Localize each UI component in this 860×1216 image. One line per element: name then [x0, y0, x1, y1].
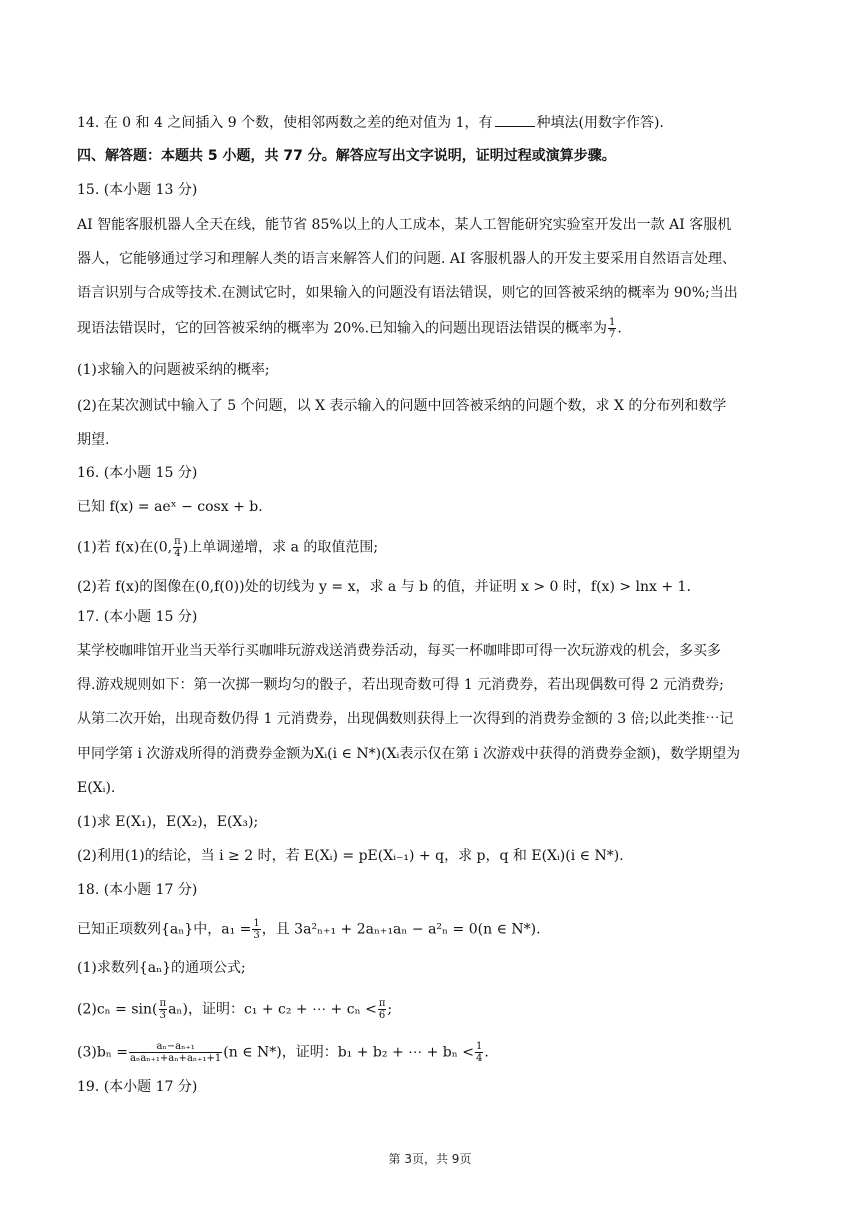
fraction-denominator: 7	[609, 329, 616, 340]
question-16-line-1: 已知 f(x) = aeˣ − cosx + b.	[77, 499, 263, 515]
question-17-line-3: 从第二次开始，出现奇数仍得 1 元消费券，出现偶数则获得上一次得到的消费券金额的 3 倍;以此类推⋯记	[77, 711, 734, 727]
question-14	[77, 112, 787, 133]
period: .	[484, 1044, 489, 1061]
question-15-part-1: (1)求输入的问题被采纳的概率;	[77, 362, 270, 378]
question-17-part-2: (2)利用(1)的结论，当 i ≥ 2 时，若 E(Xᵢ) = pE(Xᵢ₋₁) + q，求 p，q 和 E(Xᵢ)(i ∈ N*).	[77, 848, 624, 864]
question-16-part-2: (2)若 f(x)的图像在(0,f(0))处的切线为 y = x，求 a 与 b 的值，并证明 x > 0 时，f(x) > lnx + 1.	[77, 579, 691, 595]
fraction-numerator: 1	[475, 1041, 483, 1052]
fraction	[475, 1041, 483, 1064]
section-heading: 四、解答题：本题共 5 小题，共 77 分。解答应写出文字说明，证明过程或演算步骤。	[77, 148, 616, 164]
semicolon: ;	[387, 1001, 393, 1018]
question-17-heading: 17. (本小题 15 分)	[77, 609, 198, 625]
fraction-numerator: π	[159, 998, 167, 1009]
question-17-line-4: 甲同学第 i 次游戏所得的消费券金额为Xᵢ(i ∈ N*)(Xᵢ表示仅在第 i 次游戏中获得的消费券金额)，数学期望为	[77, 746, 741, 762]
question-18-part-2-text: (2)cₙ = sin(	[77, 1001, 158, 1018]
question-18-line-1-text: 已知正项数列{aₙ}中，a₁ =	[77, 921, 252, 938]
fraction	[378, 998, 387, 1021]
question-18-line-1-tail: ，且 3a²ₙ₊₁ + 2aₙ₊₁aₙ − a²ₙ = 0(n ∈ N*).	[261, 921, 541, 938]
question-19-heading: 19. (本小题 17 分)	[77, 1079, 198, 1095]
page-footer: 第 3页，共 9页	[388, 1152, 472, 1166]
question-16-part-1-tail: )上单调递增，求 a 的取值范围;	[182, 539, 379, 556]
question-17-line-1: 某学校咖啡馆开业当天举行买咖啡玩游戏送消费券活动，每买一杯咖啡即可得一次玩游戏的机会，多买多	[77, 643, 721, 659]
question-15-part-2-cont: 期望.	[77, 432, 110, 448]
question-15-line-4	[77, 317, 787, 340]
question-18-part-2-mid: aₙ)，证明：c₁ + c₂ + ⋯ + cₙ <	[168, 1001, 377, 1018]
question-15-heading: 15. (本小题 13 分)	[77, 182, 198, 198]
question-15-line-4-text: 现语法错误时，它的回答被采纳的概率为 20%.已知输入的问题出现语法错误的概率为	[77, 320, 608, 337]
fraction-denominator: 4	[475, 1053, 483, 1064]
fraction-denominator: aₙaₙ₊₁+aₙ+aₙ₊₁+1	[130, 1053, 222, 1064]
question-17-line-2: 得.游戏规则如下：第一次掷一颗均匀的骰子，若出现奇数可得 1 元消费券，若出现偶数可得 2 元消费券;	[77, 677, 724, 693]
fraction	[129, 1041, 222, 1064]
fraction-denominator: 4	[174, 548, 181, 559]
fraction-numerator: π	[378, 998, 386, 1009]
fraction-denominator: 3	[253, 930, 260, 941]
fraction-denominator: 6	[378, 1010, 386, 1021]
question-16-part-1	[77, 536, 787, 559]
question-18-line-1	[77, 918, 787, 941]
question-14-tail: 种填法(用数字作答).	[536, 115, 664, 131]
question-18-part-3-text: (3)bₙ =	[77, 1044, 129, 1061]
question-18-heading: 18. (本小题 17 分)	[77, 882, 198, 898]
fraction-denominator: 3	[159, 1010, 166, 1021]
question-16-part-1-text: (1)若 f(x)在(0,	[77, 539, 173, 556]
answer-blank	[495, 112, 535, 127]
fraction	[159, 998, 168, 1021]
question-17-part-1: (1)求 E(X₁)，E(X₂)，E(X₃);	[77, 814, 259, 830]
question-14-text: 14. 在 0 和 4 之间插入 9 个数，使相邻两数之差的绝对值为 1，有	[77, 115, 493, 131]
question-15-line-2: 器人，它能够通过学习和理解人类的语言来解答人们的问题. AI 客服机器人的开发主要采用自然语言处理、	[77, 251, 736, 267]
fraction	[173, 536, 182, 559]
question-15-line-1: AI 智能客服机器人全天在线，能节省 85%以上的人工成本，某人工智能研究实验室开发出一款 AI 客服机	[77, 217, 732, 233]
fraction	[252, 918, 260, 941]
question-15-line-3: 语言识别与合成等技术.在测试它时，如果输入的问题没有语法错误，则它的回答被采纳的概率为 90%;当出	[77, 285, 738, 301]
question-18-part-2	[77, 998, 787, 1021]
question-18-part-3	[77, 1041, 787, 1064]
fraction-numerator: 1	[253, 918, 260, 929]
question-15-part-2: (2)在某次测试中输入了 5 个问题，以 X 表示输入的问题中回答被采纳的问题个数，求 X 的分布列和数学	[77, 398, 727, 414]
fraction	[608, 317, 616, 340]
fraction-numerator: aₙ−aₙ₊₁	[129, 1041, 222, 1053]
fraction-numerator: 1	[609, 317, 616, 328]
fraction-numerator: π	[174, 536, 181, 547]
period: .	[617, 320, 622, 337]
question-17-line-5: E(Xᵢ).	[77, 780, 116, 796]
question-18-part-3-mid: (n ∈ N*)，证明：b₁ + b₂ + ⋯ + bₙ <	[223, 1044, 474, 1061]
question-16-heading: 16. (本小题 15 分)	[77, 465, 198, 481]
question-18-part-1: (1)求数列{aₙ}的通项公式;	[77, 960, 246, 976]
